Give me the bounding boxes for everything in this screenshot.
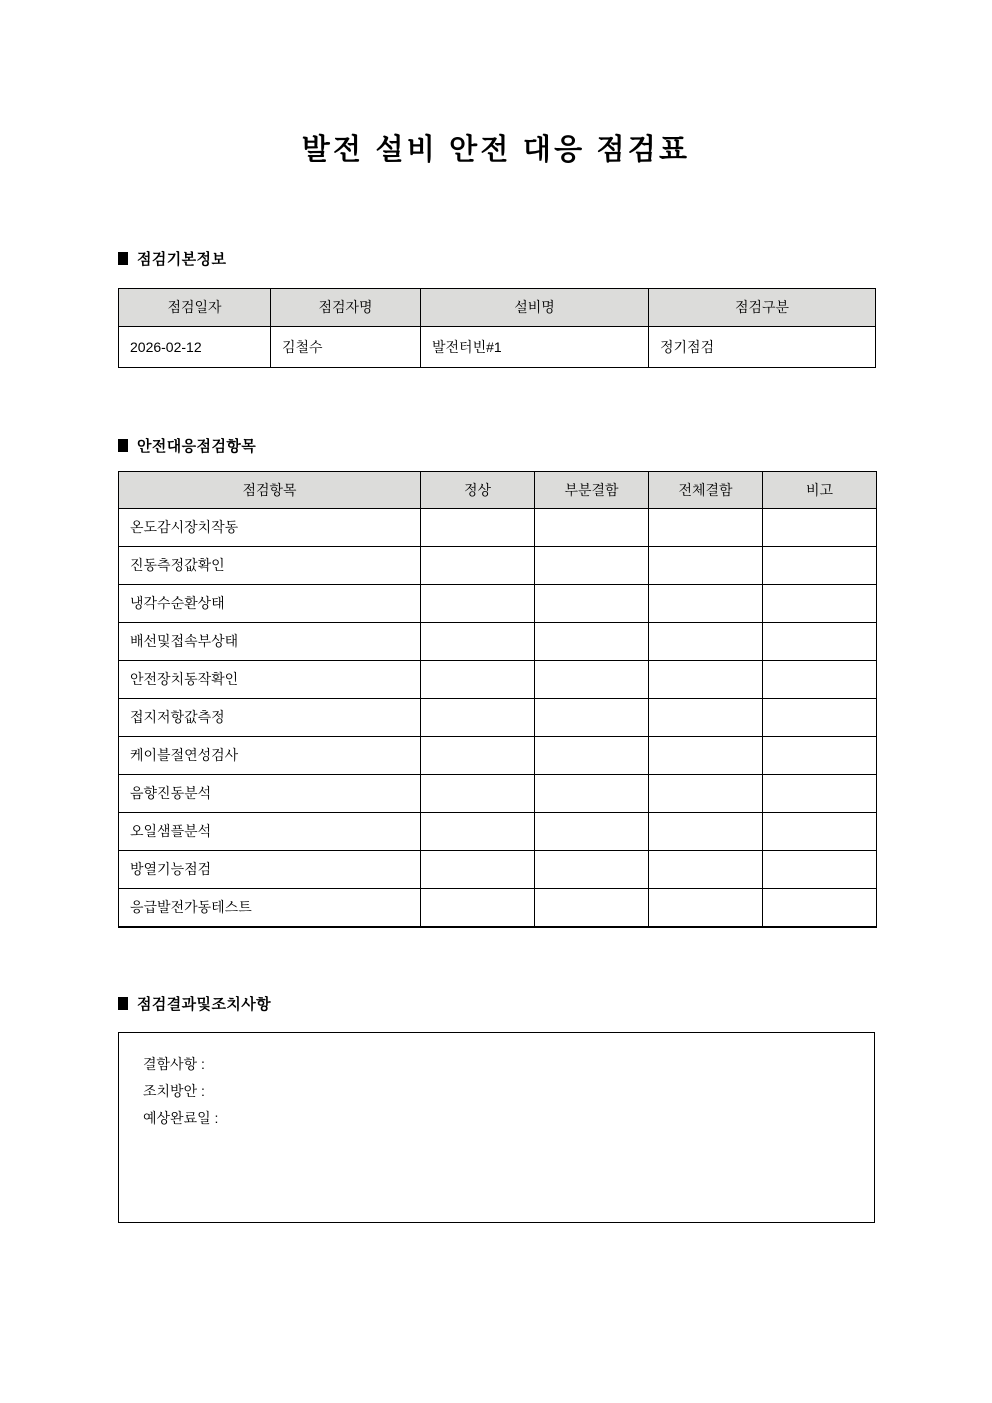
- cell-partial-defect-check[interactable]: [535, 851, 649, 889]
- cell-equipment-name[interactable]: 발전터빈#1: [421, 327, 649, 368]
- cell-partial-defect-check[interactable]: [535, 623, 649, 661]
- column-header-inspection-type: 점검구분: [649, 289, 876, 327]
- cell-inspector-name[interactable]: 김철수: [271, 327, 421, 368]
- cell-normal-check[interactable]: [421, 737, 535, 775]
- cell-inspection-date[interactable]: 2026-02-12: [119, 327, 271, 368]
- cell-check-item: 응급발전가동테스트: [119, 889, 421, 928]
- table-row: [119, 547, 877, 585]
- cell-partial-defect-check[interactable]: [535, 509, 649, 547]
- cell-normal-check[interactable]: [421, 547, 535, 585]
- cell-check-item: 오일샘플분석: [119, 813, 421, 851]
- cell-normal-check[interactable]: [421, 699, 535, 737]
- table-row: [119, 851, 877, 889]
- filled-square-bullet-icon: [118, 439, 128, 452]
- result-line-expected-completion: 예상완료일 :: [143, 1110, 219, 1126]
- table-row: [119, 623, 877, 661]
- column-header-inspector-name: 점검자명: [271, 289, 421, 327]
- cell-partial-defect-check[interactable]: [535, 661, 649, 699]
- table-header-row: [119, 472, 877, 509]
- cell-normal-check[interactable]: [421, 813, 535, 851]
- result-and-action-box[interactable]: [118, 1032, 875, 1223]
- column-header-inspection-date: 점검일자: [119, 289, 271, 327]
- cell-check-item: 진동측정값확인: [119, 547, 421, 585]
- table-row: [119, 699, 877, 737]
- table-row: [119, 889, 877, 928]
- cell-partial-defect-check[interactable]: [535, 813, 649, 851]
- cell-check-item: 접지저항값측정: [119, 699, 421, 737]
- table-row: [119, 661, 877, 699]
- cell-full-defect-check[interactable]: [649, 661, 763, 699]
- table-row: [119, 737, 877, 775]
- cell-partial-defect-check[interactable]: [535, 699, 649, 737]
- cell-check-item: 온도감시장치작동: [119, 509, 421, 547]
- table-row: [119, 813, 877, 851]
- cell-check-item: 냉각수순환상태: [119, 585, 421, 623]
- cell-check-item: 케이블절연성검사: [119, 737, 421, 775]
- section-heading-result-label: 점검결과및조치사항: [137, 996, 272, 1013]
- column-header-partial-defect: 부분결함: [535, 472, 649, 509]
- table-row: [119, 585, 877, 623]
- cell-partial-defect-check[interactable]: [535, 547, 649, 585]
- cell-partial-defect-check[interactable]: [535, 737, 649, 775]
- cell-check-item: 배선및접속부상태: [119, 623, 421, 661]
- cell-full-defect-check[interactable]: [649, 509, 763, 547]
- table-header-row: [119, 289, 876, 327]
- cell-check-item: 음향진동분석: [119, 775, 421, 813]
- section-heading-basic-info-label: 점검기본정보: [137, 251, 227, 268]
- cell-remarks[interactable]: [763, 509, 877, 547]
- cell-full-defect-check[interactable]: [649, 737, 763, 775]
- column-header-full-defect: 전체결함: [649, 472, 763, 509]
- table-row: [119, 509, 877, 547]
- cell-normal-check[interactable]: [421, 889, 535, 928]
- cell-check-item: 안전장치동작확인: [119, 661, 421, 699]
- cell-remarks[interactable]: [763, 585, 877, 623]
- cell-remarks[interactable]: [763, 737, 877, 775]
- result-line-action: 조치방안 :: [143, 1083, 205, 1099]
- basic-info-table: [118, 288, 876, 368]
- section-heading-basic-info: [118, 248, 226, 269]
- section-heading-checklist: [118, 435, 256, 456]
- cell-full-defect-check[interactable]: [649, 623, 763, 661]
- section-heading-checklist-label: 안전대응점검항목: [137, 438, 257, 455]
- cell-check-item: 방열기능점검: [119, 851, 421, 889]
- cell-full-defect-check[interactable]: [649, 699, 763, 737]
- cell-remarks[interactable]: [763, 889, 877, 928]
- column-header-check-item: 점검항목: [119, 472, 421, 509]
- table-row: [119, 775, 877, 813]
- filled-square-bullet-icon: [118, 252, 128, 265]
- cell-inspection-type[interactable]: 정기점검: [649, 327, 876, 368]
- table-row: [119, 327, 876, 368]
- cell-remarks[interactable]: [763, 851, 877, 889]
- cell-remarks[interactable]: [763, 813, 877, 851]
- cell-full-defect-check[interactable]: [649, 775, 763, 813]
- cell-full-defect-check[interactable]: [649, 585, 763, 623]
- cell-normal-check[interactable]: [421, 775, 535, 813]
- cell-normal-check[interactable]: [421, 585, 535, 623]
- cell-partial-defect-check[interactable]: [535, 889, 649, 928]
- cell-normal-check[interactable]: [421, 623, 535, 661]
- cell-remarks[interactable]: [763, 623, 877, 661]
- cell-remarks[interactable]: [763, 699, 877, 737]
- cell-normal-check[interactable]: [421, 851, 535, 889]
- column-header-equipment-name: 설비명: [421, 289, 649, 327]
- cell-remarks[interactable]: [763, 547, 877, 585]
- cell-partial-defect-check[interactable]: [535, 585, 649, 623]
- filled-square-bullet-icon: [118, 997, 128, 1010]
- section-heading-result: [118, 993, 271, 1014]
- cell-normal-check[interactable]: [421, 509, 535, 547]
- column-header-normal: 정상: [421, 472, 535, 509]
- result-line-defect: 결함사항 :: [143, 1056, 205, 1072]
- cell-full-defect-check[interactable]: [649, 889, 763, 928]
- cell-remarks[interactable]: [763, 775, 877, 813]
- cell-partial-defect-check[interactable]: [535, 775, 649, 813]
- page-title: 발전 설비 안전 대응 점검표: [301, 134, 691, 166]
- cell-normal-check[interactable]: [421, 661, 535, 699]
- safety-checklist-table: [118, 471, 877, 928]
- cell-remarks[interactable]: [763, 661, 877, 699]
- cell-full-defect-check[interactable]: [649, 851, 763, 889]
- cell-full-defect-check[interactable]: [649, 547, 763, 585]
- cell-full-defect-check[interactable]: [649, 813, 763, 851]
- column-header-remarks: 비고: [763, 472, 877, 509]
